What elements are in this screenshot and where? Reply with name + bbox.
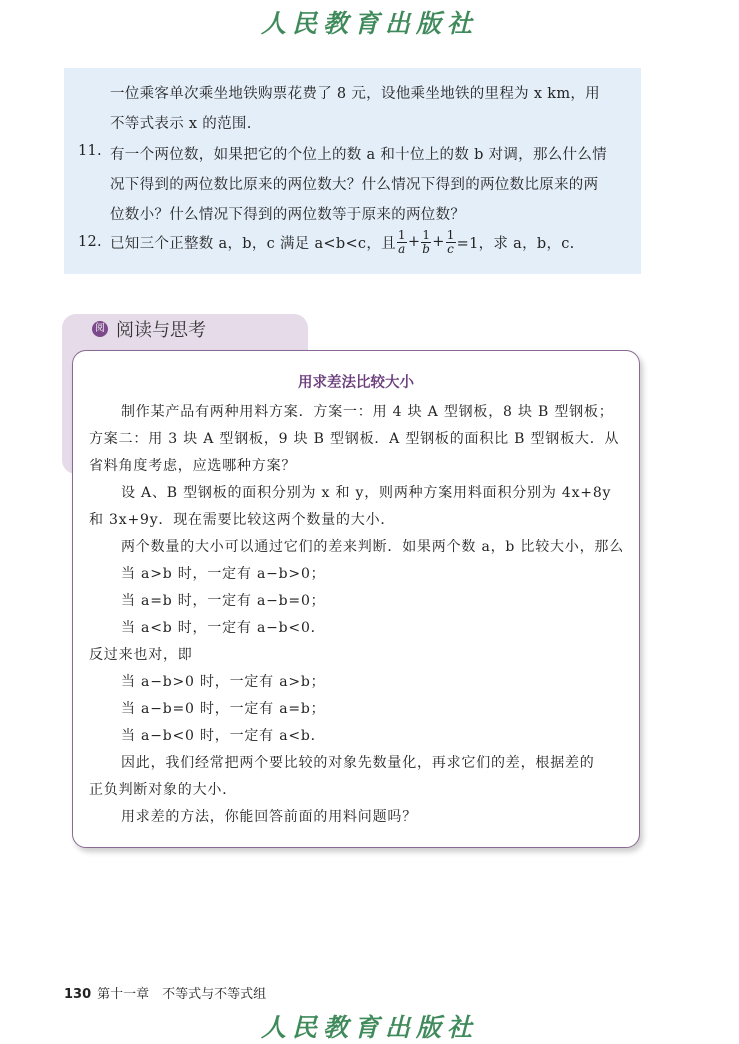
numerator: 1 [446, 227, 455, 242]
reading-title: 用求差法比较大小 [298, 375, 414, 391]
plus-sign: + [407, 234, 421, 250]
fraction [421, 229, 431, 256]
reading-line: 省料角度考虑，应选哪种方案？ [89, 458, 297, 474]
reading-line: 因此，我们经常把两个要比较的对象先数量化，再求它们的差，根据差的 [121, 755, 595, 771]
exercise-line: 不等式表示 x 的范围. [110, 116, 252, 132]
question-12 [110, 226, 575, 258]
reading-line: 当 a=b 时，一定有 a−b=0； [121, 593, 326, 609]
reading-line: 当 a>b 时，一定有 a−b>0； [121, 566, 326, 582]
question-number: 11. [78, 143, 102, 159]
reading-line: 当 a−b<0 时，一定有 a<b． [121, 728, 326, 744]
section-title: 阅读与思考 [116, 320, 206, 341]
question-11-line: 有一个两位数，如果把它的个位上的数 a 和十位上的数 b 对调，那么什么情 [110, 147, 607, 163]
reading-line: 方案二：用 3 块 A 型钢板，9 块 B 型钢板．A 型钢板的面积比 B 型钢板大．从 [89, 431, 620, 447]
question-12-prefix: 已知三个正整数 a，b，c 满足 a<b<c，且 [110, 235, 396, 252]
exercise-line: 一位乘客单次乘坐地铁购票花费了 8 元，设他乘坐地铁的里程为 x km，用 [110, 86, 600, 102]
question-12-suffix: =1，求 a，b，c. [456, 235, 575, 252]
numerator: 1 [422, 227, 431, 242]
fraction [397, 229, 407, 256]
reading-line: 反过来也对，即 [89, 647, 193, 663]
page-number: 130 [64, 987, 92, 1002]
question-number: 12. [78, 234, 102, 250]
fraction [446, 229, 456, 256]
exercise-box [64, 68, 641, 274]
reading-line: 制作某产品有两种用料方案．方案一：用 4 块 A 型钢板，8 块 B 型钢板； [121, 404, 614, 420]
reading-line: 设 A、B 型钢板的面积分别为 x 和 y，则两种方案用料面积分别为 4x+8y [121, 485, 612, 501]
reading-line: 和 3x+9y．现在需要比较这两个数量的大小． [89, 512, 396, 528]
question-11-line: 位数小？什么情况下得到的两位数等于原来的两位数？ [110, 207, 466, 223]
publisher-logo-bottom: 人民教育出版社 [260, 1013, 478, 1042]
reading-line: 正负判断对象的大小． [89, 782, 237, 798]
numerator: 1 [397, 227, 406, 242]
reading-line: 用求差的方法，你能回答前面的用料问题吗？ [121, 809, 417, 825]
reading-icon: 阅 [92, 321, 108, 337]
reading-line: 当 a−b>0 时，一定有 a>b； [121, 674, 326, 690]
plus-sign: + [432, 234, 445, 250]
chapter-title: 第十一章 不等式与不等式组 [97, 987, 267, 1002]
denominator: c [447, 241, 455, 256]
reading-line: 当 a−b=0 时，一定有 a=b； [121, 701, 326, 717]
question-11-line: 况下得到的两位数比原来的两位数大？什么情况下得到的两位数比原来的两 [110, 177, 599, 193]
denominator: b [422, 241, 431, 256]
page-footer [64, 983, 266, 1002]
denominator: a [398, 241, 406, 256]
reading-line: 当 a<b 时，一定有 a−b<0． [121, 620, 326, 636]
publisher-logo-top: 人民教育出版社 [260, 9, 478, 38]
reading-box [72, 350, 640, 848]
reading-line: 两个数量的大小可以通过它们的差来判断．如果两个数 a，b 比较大小，那么 [121, 539, 625, 555]
